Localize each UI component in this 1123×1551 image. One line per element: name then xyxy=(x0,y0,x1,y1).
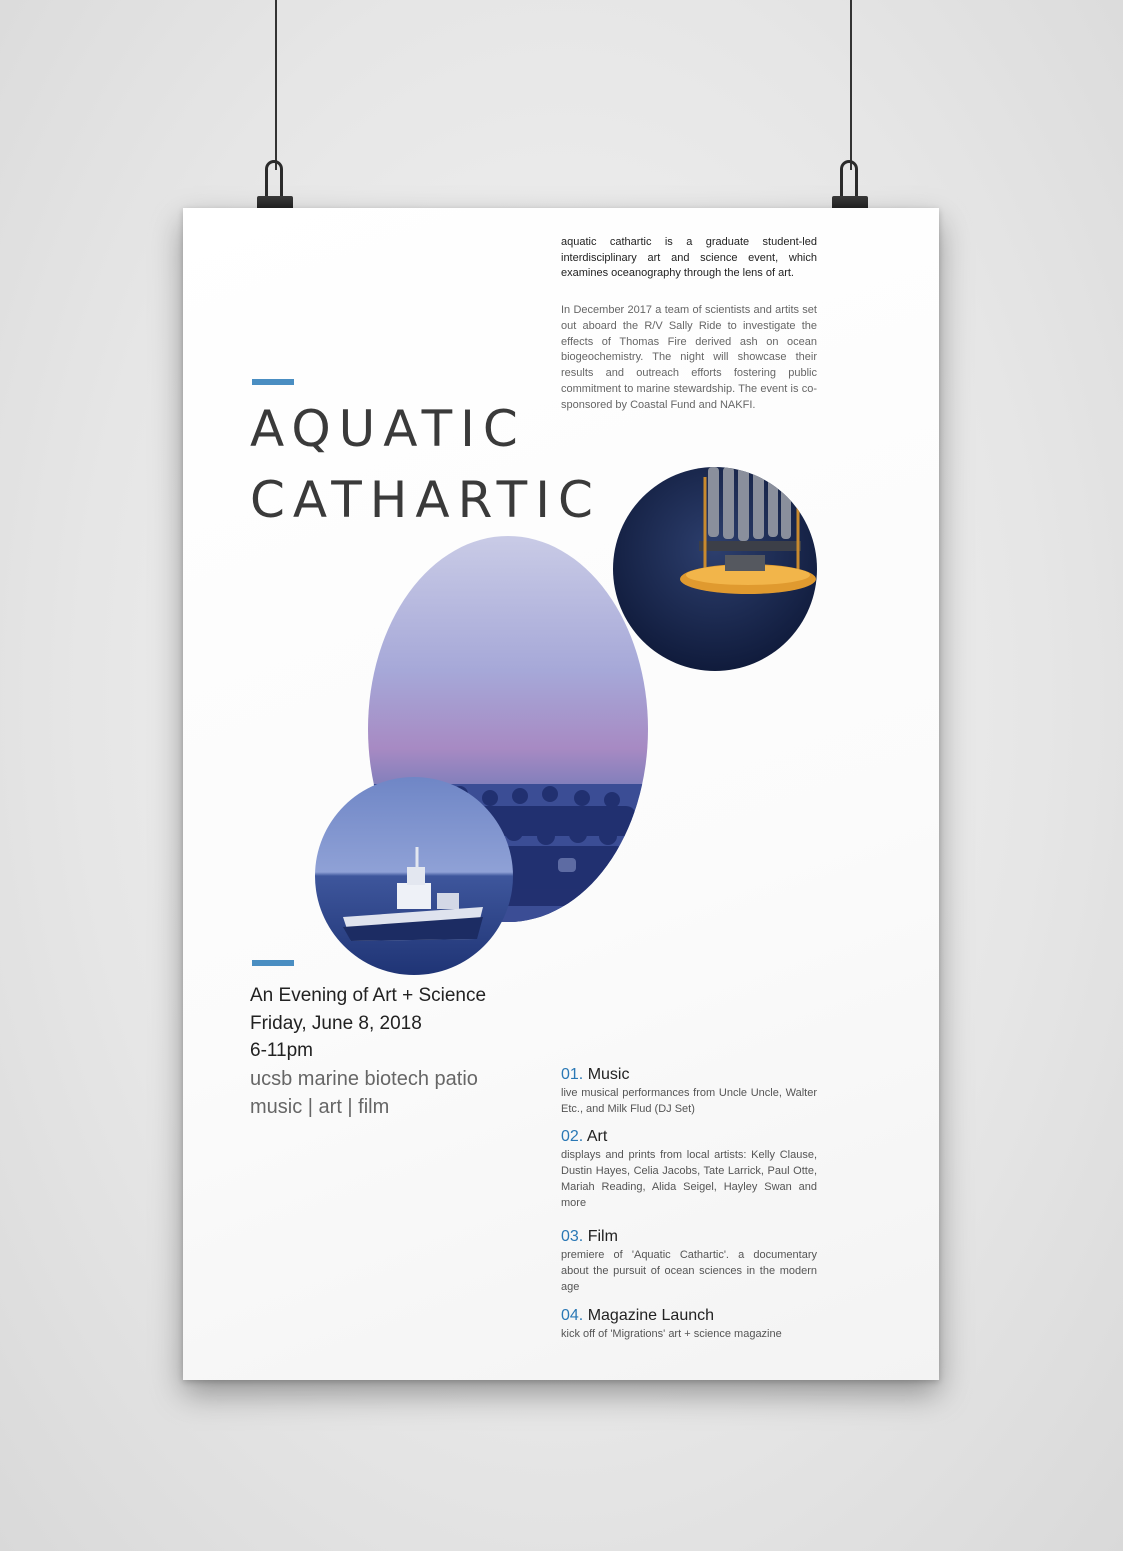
event-time: 6-11pm xyxy=(250,1040,314,1061)
intro-body-text: In December 2017 a team of scientists and artits set out aboard the R/V Sally Ride to investigate the effects of Thomas Fire derived ash on ocean biogeochemistry. The night will showcase their results and outreach efforts fostering public commitment to marine stewardship. The event is co-sponsored by Coastal Fund and NAKFI. xyxy=(561,304,817,411)
programme-number: 03. xyxy=(561,1228,584,1245)
programme-description: premiere of 'Aquatic Cathartic'. a documentary about the pursuit of ocean sciences in the modern age xyxy=(561,1249,817,1293)
programme-description: live musical performances from Uncle Uncle, Walter Etc., and Milk Flud (DJ Set) xyxy=(561,1087,817,1115)
programme-item-music xyxy=(561,1065,817,1117)
event-categories: music | art | film xyxy=(250,1095,390,1118)
hanging-wire-right xyxy=(850,0,852,170)
hanging-wire-left xyxy=(275,0,277,170)
instrument-photo xyxy=(613,467,817,671)
programme-number: 02. xyxy=(561,1128,584,1145)
event-tagline: An Evening of Art + Science xyxy=(250,985,487,1006)
title-line-1: AQUATIC xyxy=(250,400,526,458)
event-venue: ucsb marine biotech patio xyxy=(250,1067,478,1090)
programme-title: Art xyxy=(586,1128,608,1145)
event-accent-bar xyxy=(252,960,294,966)
programme-title: Film xyxy=(587,1228,618,1245)
programme-item-film xyxy=(561,1227,817,1295)
poster xyxy=(183,208,939,1380)
research-vessel-photo xyxy=(315,777,513,975)
intro-lead-text: aquatic cathartic is a graduate student-led interdisciplinary art and science event, which examines oceanography through the lens of art. xyxy=(561,236,817,279)
programme-number: 04. xyxy=(561,1307,584,1324)
programme-title: Music xyxy=(587,1066,630,1083)
programme-number: 01. xyxy=(561,1066,584,1083)
programme-item-art xyxy=(561,1127,817,1211)
programme-description: displays and prints from local artists: Kelly Clause, Dustin Hayes, Celia Jacobs, Tate Larrick, Paul Otte, Mariah Reading, Alida Seigel, Hayley Swan and more xyxy=(561,1149,817,1209)
title-line-2: CATHARTIC xyxy=(250,471,601,529)
event-info xyxy=(250,982,550,1121)
programme-item-magazine xyxy=(561,1306,817,1342)
programme-description: kick off of 'Migrations' art + science magazine xyxy=(561,1328,782,1340)
event-date: Friday, June 8, 2018 xyxy=(250,1012,422,1034)
title-accent-bar xyxy=(252,379,294,385)
programme-title: Magazine Launch xyxy=(587,1307,715,1324)
